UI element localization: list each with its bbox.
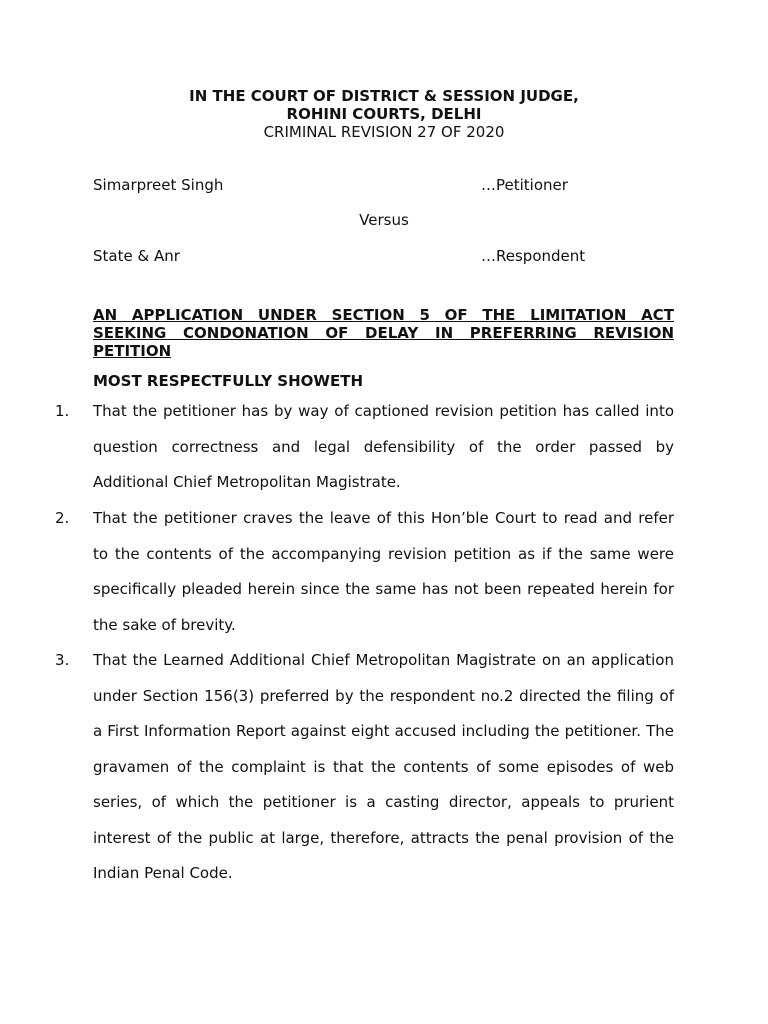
respondent-line <box>93 246 673 266</box>
respondent-role: …Respondent <box>481 247 586 265</box>
paragraph-text: That the petitioner has by way of captioned revision petition has called into question correctness and legal defensibility of the order passed by Additional Chief Metropolitan Magistrate. <box>93 402 674 491</box>
court-location: ROHINI COURTS, DELHI <box>286 105 482 123</box>
petitioner-line <box>93 175 673 195</box>
paragraph-text: That the petitioner craves the leave of this Hon’ble Court to read and refer to the contents of the accompanying revision petition as if the same were specifically pleaded herein since the same has not been repeated herein for the sake of brevity. <box>93 509 674 634</box>
paragraph-text: That the Learned Additional Chief Metropolitan Magistrate on an application under Section 156(3) preferred by the respondent no.2 directed the filing of a First Information Report against eight accused including the petitioner. The gravamen of the complaint is that the contents of some episodes of web series, of which the petitioner is a casting director, appeals to prurient interest of the public at large, therefore, attracts the penal provision of the Indian Penal Code. <box>93 651 674 882</box>
application-title: AN APPLICATION UNDER SECTION 5 OF THE LIMITATION ACT SEEKING CONDONATION OF DELAY IN PREFERRING REVISION PETITION <box>93 306 674 360</box>
paragraph-number: 1. <box>55 402 70 420</box>
case-number: CRIMINAL REVISION 27 OF 2020 <box>263 123 505 141</box>
paragraph-number: 3. <box>55 651 70 669</box>
versus-text: Versus <box>359 211 409 229</box>
respondent-name: State & Anr <box>93 247 180 265</box>
court-name: IN THE COURT OF DISTRICT & SESSION JUDGE, <box>189 87 579 105</box>
showeth-heading: MOST RESPECTFULLY SHOWETH <box>93 372 363 390</box>
petitioner-role: …Petitioner <box>481 176 568 194</box>
paragraph-number: 2. <box>55 509 70 527</box>
petitioner-name: Simarpreet Singh <box>93 176 224 194</box>
court-header <box>0 87 768 141</box>
